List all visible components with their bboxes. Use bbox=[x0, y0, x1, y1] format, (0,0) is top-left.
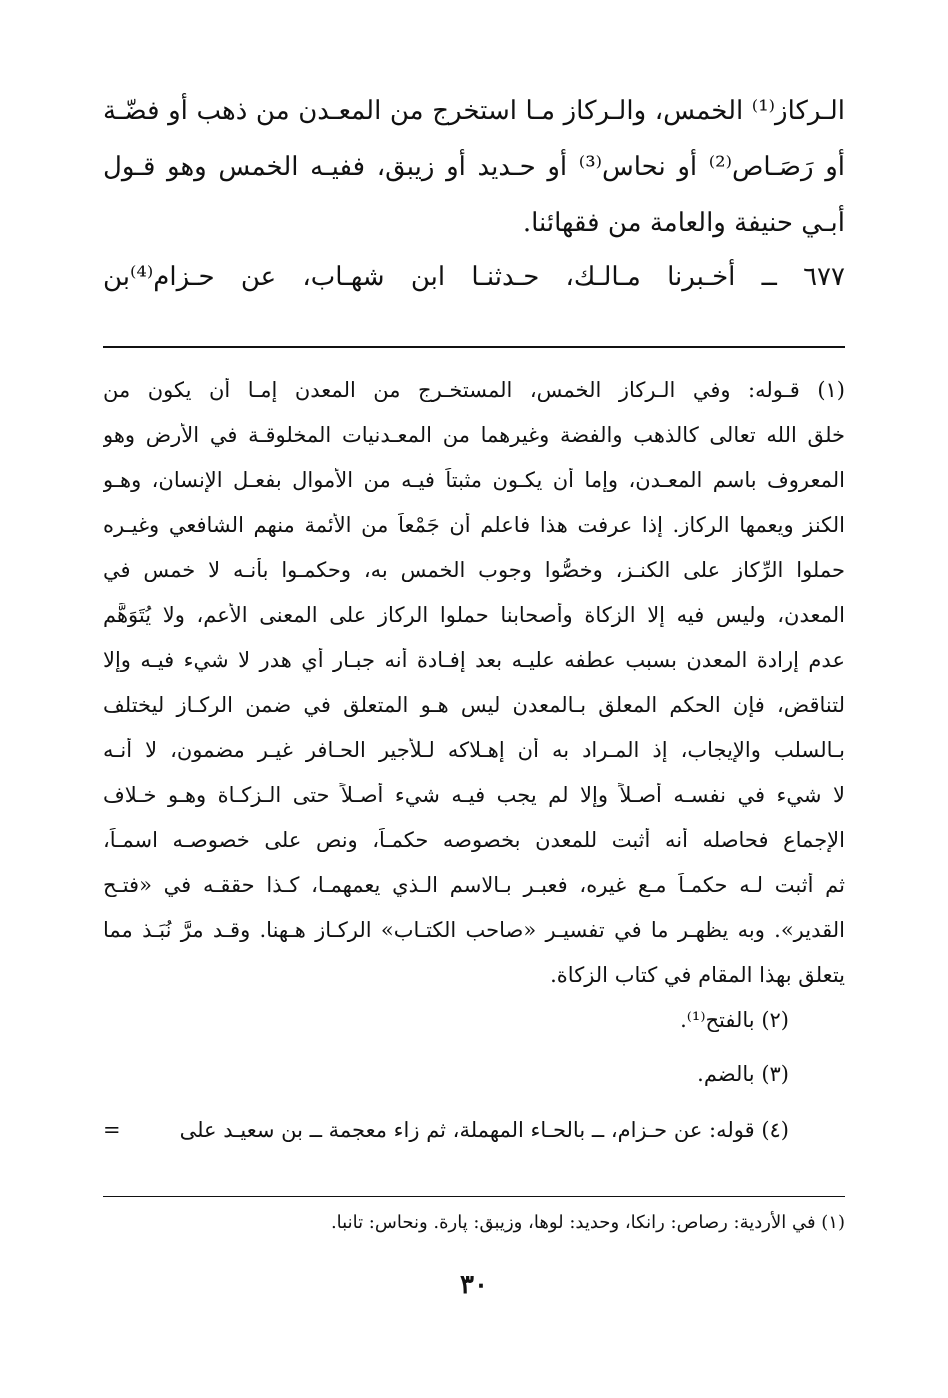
commentary-line: لتناقض، فإن الحكم المعلق بـالمعدن ليس هـو المتعلق في ضمن الركـاز ليختلف bbox=[103, 693, 845, 717]
commentary-line: حملوا الرِّكاز على الكنـز، وخصُّوا وجوب الخمس به، وحكمـوا بأنـه لا خمس في bbox=[103, 558, 845, 582]
translator-note-text: (١) في الأردية: رصاص: رانكا، وحديد: لوها، وزيبق: پارة. ونحاس: تانبا. bbox=[330, 1212, 845, 1233]
commentary-line: المعروف باسم المعـدن، وإما أن يكـون مثبتاً فيـه من الأموال بفعـل الإنسان، وهـو bbox=[103, 468, 845, 492]
hadith-line: ٦٧٧ ــ أخـبرنا مـالـك، حـدثنـا ابن شهـاب، عن حـزام⁽⁴⁾بن bbox=[103, 262, 845, 292]
commentary-line: لا شيء في نفسـه أصـلاً وإلا لم يجب فيـه شيء أصـلاً حتى الـزكـاة وهـو خـلاف bbox=[103, 783, 845, 807]
translator-note bbox=[103, 1212, 845, 1242]
commentary-line: الإجماع فحاصله أنه أثبت للمعدن بخصوصه حكمـاً، ونص على خصوصـه اسمـاً، bbox=[103, 828, 845, 852]
commentary-line: المعدن، وليس فيه إلا الزكاة وأصحابنا حملوا الركاز على المعنى الأعم، ولا يُتَوَهَّم bbox=[103, 603, 845, 627]
footnote-4: (٤) قوله: عن حـزام، ــ بالحـاء المهملة، ثم زاء معجمة ــ بن سعيـد على bbox=[179, 1118, 789, 1142]
footnote-2: (٢) بالفتح⁽¹⁾. bbox=[680, 1008, 789, 1032]
commentary-footnotes bbox=[103, 378, 845, 987]
commentary-line: الكنز ويعمها الركاز. إذا عرفت هذا فاعلم أن جَمْعاً من الأئمة منهم الشافعي وغيـره bbox=[103, 513, 845, 537]
commentary-line: بـالسلب والإيجاب، إذ المـراد به أن إهـلاكه لـلأجير الحـافر غيـر مضمون، لا أنـه bbox=[103, 738, 845, 762]
continuation-marker: = bbox=[103, 1118, 121, 1142]
commentary-line: خلق الله تعالى كالذهب والفضة وغيرهما من المعـدنيات المخلوقـة في الأرض وهو bbox=[103, 423, 845, 447]
short-notes bbox=[103, 1008, 845, 1158]
main-line: أبـي حنيفة والعامة من فقهائنا. bbox=[522, 208, 845, 238]
commentary-line: القدير». وبه يظهـر ما في تفسيـر «صاحب الكتـاب» الركـاز هـهنا. وقـد مرَّ نُبَـذ مما bbox=[103, 918, 845, 942]
commentary-line: (١) قـوله: وفي الـركاز الخمس، المستخـرج من المعدن إمـا أن يكون من bbox=[103, 378, 845, 402]
main-text bbox=[103, 96, 845, 306]
page-number: ٣٠ bbox=[460, 1270, 488, 1300]
commentary-line: عدم إرادة المعدن بسبب عطفه عليـه بعد إفـادة أنه جبـار أي هدر لا شيء فيـه وإلا bbox=[103, 648, 845, 672]
commentary-line: يتعلق بهذا المقام في كتاب الزكاة. bbox=[550, 963, 845, 987]
commentary-line: ثم أثبت لـه حكمـاً مـع غيره، فعبـر بـالاسم الـذي يعمهمـا، كـذا حققـه في «فتـح bbox=[103, 873, 845, 897]
footnote-separator bbox=[103, 346, 845, 348]
footnote-3: (٣) بالضم. bbox=[697, 1062, 789, 1086]
translator-note-separator bbox=[103, 1196, 845, 1197]
main-line: أو رَصَـاص⁽²⁾ أو نحاس⁽³⁾ أو حـديد أو زيبق، ففيـه الخمس وهو قـول bbox=[103, 152, 845, 182]
main-line: الـركاز⁽¹⁾ الخمس، والـركاز مـا استخرج من المعـدن من ذهب أو فضّـة bbox=[103, 96, 845, 126]
